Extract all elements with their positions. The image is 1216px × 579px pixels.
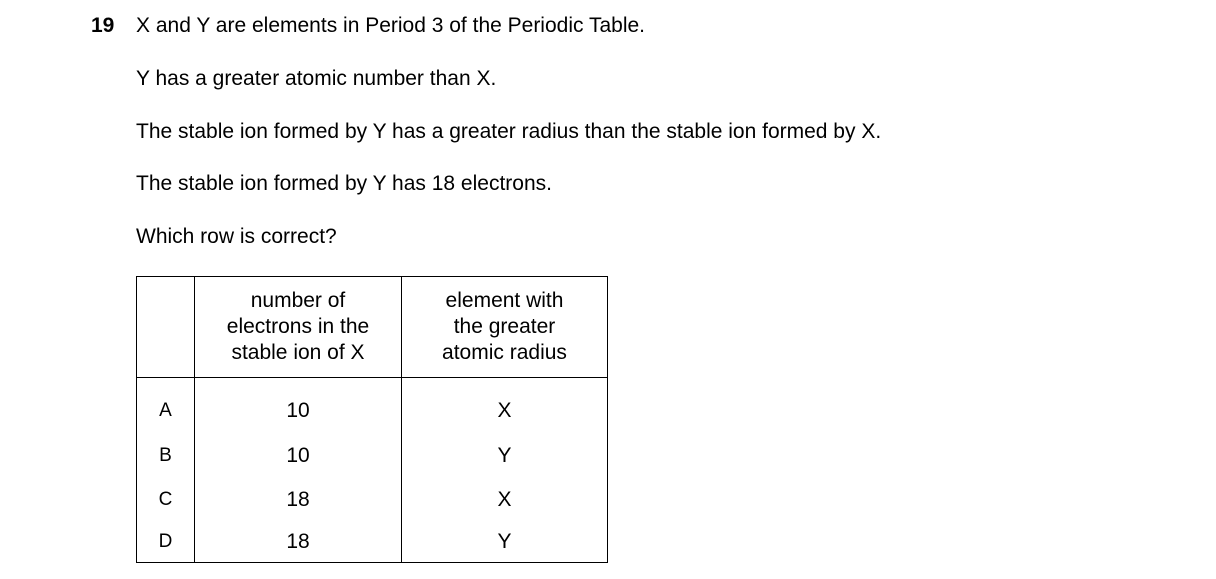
element-value: X	[402, 478, 608, 522]
question-number: 19	[91, 14, 115, 37]
answer-table	[136, 276, 608, 563]
option-label: B	[137, 434, 195, 478]
header-text-line: element with	[445, 289, 564, 312]
element-value: Y	[402, 522, 608, 563]
question-stem-line: The stable ion formed by Y has 18 electrons.	[136, 172, 552, 195]
electrons-value: 10	[195, 378, 402, 435]
table-row[interactable]	[137, 478, 608, 522]
table-row[interactable]	[137, 522, 608, 563]
header-text-line: the greater	[453, 315, 556, 338]
question-prompt: Which row is correct?	[136, 225, 337, 248]
option-label: D	[137, 522, 195, 563]
header-text-line: number of	[250, 289, 346, 312]
table-row[interactable]	[137, 434, 608, 478]
element-value: Y	[402, 434, 608, 478]
electrons-value: 10	[195, 434, 402, 478]
header-element	[402, 277, 608, 378]
question-stem-line: The stable ion formed by Y has a greater radius than the stable ion formed by X.	[136, 120, 882, 143]
option-label: A	[137, 378, 195, 435]
electrons-value: 18	[195, 478, 402, 522]
header-blank-cell	[137, 277, 195, 378]
element-value: X	[402, 378, 608, 435]
header-text-line: atomic radius	[442, 341, 567, 364]
question-stem-line: X and Y are elements in Period 3 of the Periodic Table.	[136, 14, 645, 37]
header-electrons	[195, 277, 402, 378]
header-text-line: stable ion of X	[231, 341, 365, 364]
table-row[interactable]	[137, 378, 608, 435]
header-text-line: electrons in the	[226, 315, 370, 338]
table-header-row	[137, 277, 608, 378]
question-stem-line: Y has a greater atomic number than X.	[136, 67, 497, 90]
electrons-value: 18	[195, 522, 402, 563]
option-label: C	[137, 478, 195, 522]
